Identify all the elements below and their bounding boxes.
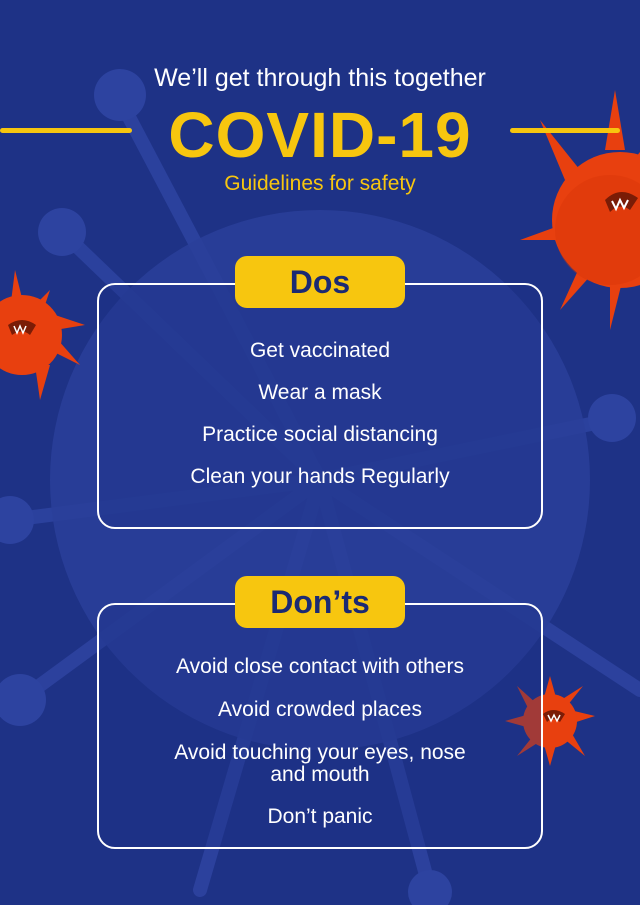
donts-heading: Don’ts <box>235 576 405 628</box>
page-title: COVID-19 <box>168 99 472 171</box>
donts-item: Avoid touching your eyes, nose <box>174 741 466 764</box>
donts-item: Don’t panic <box>267 805 373 828</box>
virus-icon-left <box>0 270 85 400</box>
subtitle: Guidelines for safety <box>224 172 416 195</box>
donts-item: Avoid crowded places <box>218 698 422 721</box>
dos-card <box>97 283 543 529</box>
donts-item: and mouth <box>270 763 370 786</box>
tagline: We’ll get through this together <box>154 64 486 92</box>
title-row <box>0 100 640 170</box>
dos-item: Wear a mask <box>258 381 382 404</box>
dos-item: Get vaccinated <box>249 339 391 362</box>
donts-item: Avoid close contact with others <box>176 655 464 678</box>
donts-card <box>97 603 543 849</box>
dos-heading: Dos <box>235 256 405 308</box>
dos-item: Practice social distancing <box>202 423 438 446</box>
dos-item: Clean your hands Regularly <box>190 465 450 488</box>
